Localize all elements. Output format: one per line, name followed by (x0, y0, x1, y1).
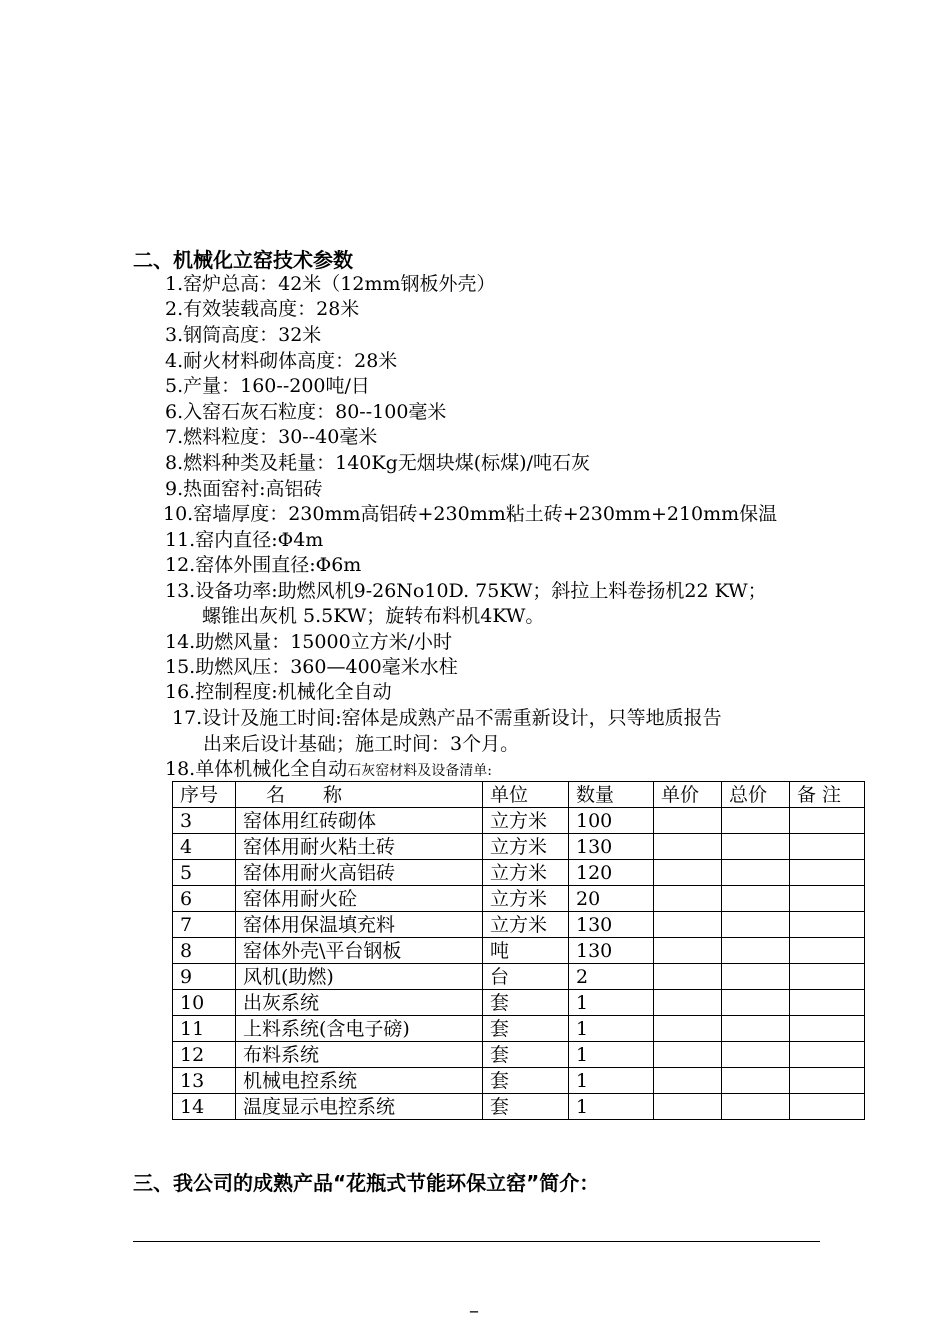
row-unit-price (654, 834, 722, 860)
table-row (173, 990, 865, 1016)
row-unit-price (654, 1068, 722, 1094)
row-name: 机械电控系统 (236, 1068, 483, 1094)
row-unit-price (654, 886, 722, 912)
row-unit-price (654, 1016, 722, 1042)
row-unit: 套 (483, 990, 569, 1016)
row-qty: 130 (569, 834, 654, 860)
header-qty: 数量 (569, 782, 654, 808)
header-no: 序号 (173, 782, 236, 808)
row-no: 11 (173, 1016, 236, 1042)
row-unit-price (654, 964, 722, 990)
row-unit-price (654, 860, 722, 886)
param-15: 15.助燃风压：360—400毫米水柱 (165, 656, 458, 678)
row-remark (790, 1094, 865, 1120)
row-total (722, 886, 790, 912)
row-remark (790, 964, 865, 990)
param-18 (165, 757, 492, 784)
row-qty: 2 (569, 964, 654, 990)
row-name: 窑体用耐火粘土砖 (236, 834, 483, 860)
row-total (722, 990, 790, 1016)
row-unit: 套 (483, 1068, 569, 1094)
row-total (722, 834, 790, 860)
row-no: 8 (173, 938, 236, 964)
table-body (173, 808, 865, 1120)
row-remark (790, 886, 865, 912)
row-total (722, 912, 790, 938)
row-name: 出灰系统 (236, 990, 483, 1016)
row-remark (790, 808, 865, 834)
table-header-row (173, 782, 865, 808)
row-unit: 立方米 (483, 834, 569, 860)
param-3: 3.钢筒高度：32米 (165, 324, 322, 346)
row-qty: 100 (569, 808, 654, 834)
row-qty: 120 (569, 860, 654, 886)
row-unit-price (654, 990, 722, 1016)
row-total (722, 964, 790, 990)
row-qty: 1 (569, 1016, 654, 1042)
row-no: 13 (173, 1068, 236, 1094)
param-2: 2.有效装载高度：28米 (165, 298, 360, 320)
row-unit-price (654, 1042, 722, 1068)
row-qty: 1 (569, 1042, 654, 1068)
row-qty: 20 (569, 886, 654, 912)
row-remark (790, 860, 865, 886)
row-remark (790, 1016, 865, 1042)
table-row (173, 808, 865, 834)
table-row (173, 886, 865, 912)
param-5: 5.产量：160--200吨/日 (165, 375, 370, 397)
row-name: 窑体外壳\平台钢板 (236, 938, 483, 964)
param-13: 13.设备功率:助燃风机9-26No10D. 75KW；斜拉上料卷扬机22 KW； (165, 580, 767, 602)
param-7: 7.燃料粒度：30--40毫米 (165, 426, 378, 448)
row-name: 温度显示电控系统 (236, 1094, 483, 1120)
row-qty: 1 (569, 1068, 654, 1094)
table-row (173, 1016, 865, 1042)
param-9: 9.热面窑衬:高铝砖 (165, 478, 323, 500)
row-no: 9 (173, 964, 236, 990)
param-18-small: 石灰窑材料及设备清单: (347, 763, 492, 779)
row-total (722, 860, 790, 886)
param-11: 11.窑内直径:Φ4m (165, 529, 324, 551)
section-3-title: 三、我公司的成熟产品“花瓶式节能环保立窑”简介： (133, 1171, 600, 1195)
row-total (722, 1016, 790, 1042)
header-unit-price: 单价 (654, 782, 722, 808)
param-8: 8.燃料种类及耗量：140Kg无烟块煤(标煤)/吨石灰 (165, 452, 590, 474)
param-16: 16.控制程度:机械化全自动 (165, 681, 392, 703)
row-no: 12 (173, 1042, 236, 1068)
row-name: 窑体用耐火砼 (236, 886, 483, 912)
row-name: 风机(助燃) (236, 964, 483, 990)
row-no: 6 (173, 886, 236, 912)
row-unit-price (654, 808, 722, 834)
row-name: 窑体用保温填充料 (236, 912, 483, 938)
row-unit-price (654, 1094, 722, 1120)
row-no: 3 (173, 808, 236, 834)
table-row (173, 1042, 865, 1068)
param-12: 12.窑体外围直径:Φ6m (165, 554, 362, 576)
row-name: 上料系统(含电子磅) (236, 1016, 483, 1042)
row-total (722, 808, 790, 834)
materials-table (172, 781, 865, 1120)
param-13-cont: 螺锥出灰机 5.5KW；旋转布料机4KW。 (202, 605, 545, 627)
row-total (722, 1042, 790, 1068)
row-unit: 立方米 (483, 860, 569, 886)
row-unit: 立方米 (483, 808, 569, 834)
row-unit: 立方米 (483, 886, 569, 912)
row-no: 5 (173, 860, 236, 886)
row-unit-price (654, 938, 722, 964)
page-footer-mark: – (469, 1298, 479, 1322)
header-remark: 备 注 (790, 782, 865, 808)
row-unit-price (654, 912, 722, 938)
table-row (173, 860, 865, 886)
header-name: 名 称 (236, 782, 483, 808)
param-6: 6.入窑石灰石粒度：80--100毫米 (165, 401, 447, 423)
header-unit: 单位 (483, 782, 569, 808)
row-qty: 1 (569, 990, 654, 1016)
row-remark (790, 1042, 865, 1068)
param-17-cont: 出来后设计基础；施工时间：3个月。 (203, 733, 520, 755)
row-no: 7 (173, 912, 236, 938)
row-unit: 套 (483, 1016, 569, 1042)
table-row (173, 938, 865, 964)
param-17: 17.设计及施工时间:窑体是成熟产品不需重新设计，只等地质报告 (172, 707, 722, 729)
section-2-title: 二、机械化立窑技术参数 (133, 248, 353, 272)
row-name: 窑体用耐火高铝砖 (236, 860, 483, 886)
row-unit: 吨 (483, 938, 569, 964)
param-1: 1.窑炉总高：42米（12mm钢板外壳） (165, 273, 496, 295)
row-total (722, 1068, 790, 1094)
row-unit: 套 (483, 1094, 569, 1120)
table-row (173, 964, 865, 990)
row-remark (790, 1068, 865, 1094)
table-row (173, 1094, 865, 1120)
param-18-main: 18.单体机械化全自动 (165, 758, 348, 780)
row-unit: 台 (483, 964, 569, 990)
row-no: 14 (173, 1094, 236, 1120)
row-unit: 立方米 (483, 912, 569, 938)
row-qty: 130 (569, 938, 654, 964)
row-total (722, 938, 790, 964)
row-name: 布料系统 (236, 1042, 483, 1068)
table-row (173, 912, 865, 938)
row-total (722, 1094, 790, 1120)
table-row (173, 1068, 865, 1094)
table-row (173, 834, 865, 860)
row-qty: 130 (569, 912, 654, 938)
row-remark (790, 834, 865, 860)
row-no: 10 (173, 990, 236, 1016)
row-remark (790, 990, 865, 1016)
row-qty: 1 (569, 1094, 654, 1120)
param-4: 4.耐火材料砌体高度：28米 (165, 350, 398, 372)
row-remark (790, 938, 865, 964)
param-14: 14.助燃风量：15000立方米/小时 (165, 631, 453, 653)
row-no: 4 (173, 834, 236, 860)
row-remark (790, 912, 865, 938)
row-name: 窑体用红砖砌体 (236, 808, 483, 834)
row-unit: 套 (483, 1042, 569, 1068)
footer-divider (133, 1241, 820, 1242)
header-total: 总价 (722, 782, 790, 808)
param-10: 10.窑墙厚度：230mm高铝砖+230mm粘土砖+230mm+210mm保温 (163, 503, 778, 525)
